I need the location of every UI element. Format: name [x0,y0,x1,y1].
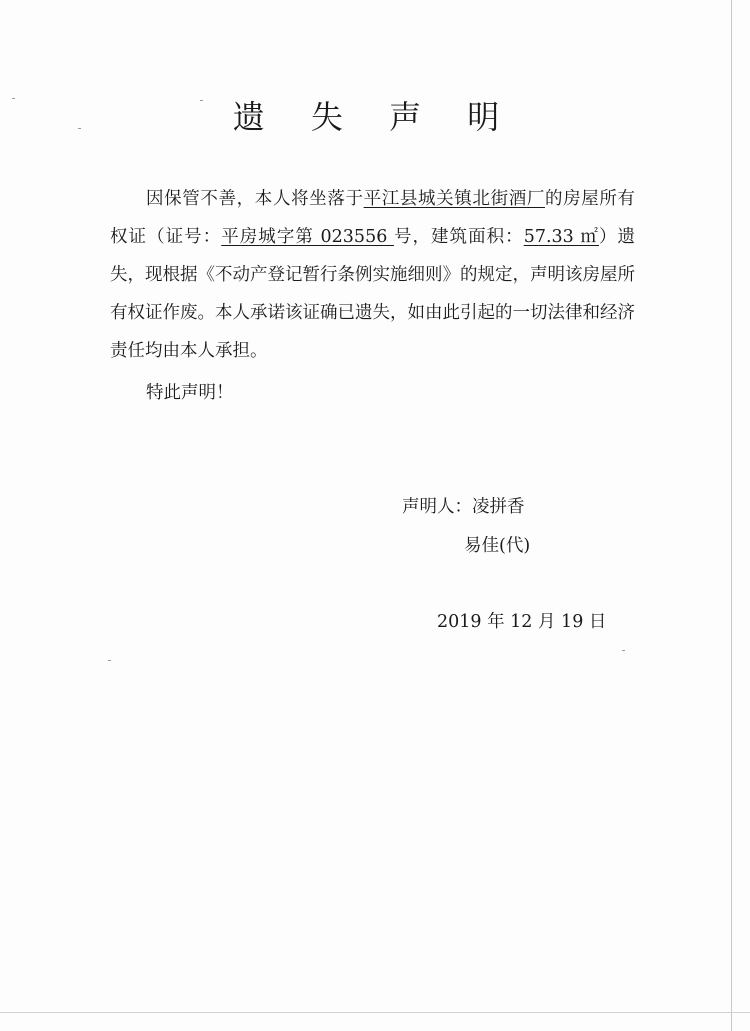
paragraph-text-4: ）遗失，现根据《不动产登记暂行条例实施细则》的规定，声明该房屋所有权证作废。本人承诺该证确已遗失，如由此引起的一切法律和经济责任均由本人承担。 [110,227,636,361]
declarant-signature: 声明人：凌拼香 [402,497,525,517]
page-title: 遗 失 声 明 [232,98,518,136]
statement-paragraph [110,180,635,370]
certificate-number: 平房城字第 023556 [221,227,394,247]
paragraph-text-3: 号，建筑面积： [393,227,524,247]
page-edge-right [731,0,732,1031]
page-edge-bottom [0,1012,750,1013]
paragraph-text-2: 的房屋所有权证（证号： [110,189,636,247]
agent-signature: 易佳(代) [464,536,531,556]
floor-area: 57.33 ㎡ [523,227,599,247]
paragraph-text-1: 因保管不善，本人将坐落于 [146,189,364,209]
document-date: 2019 年 12 月 19 日 [437,612,607,632]
closing-line: 特此声明！ [146,383,234,403]
property-address: 平江县城关镇北街酒厂 [363,189,545,209]
scan-speck [622,650,625,651]
scan-speck [108,660,111,661]
